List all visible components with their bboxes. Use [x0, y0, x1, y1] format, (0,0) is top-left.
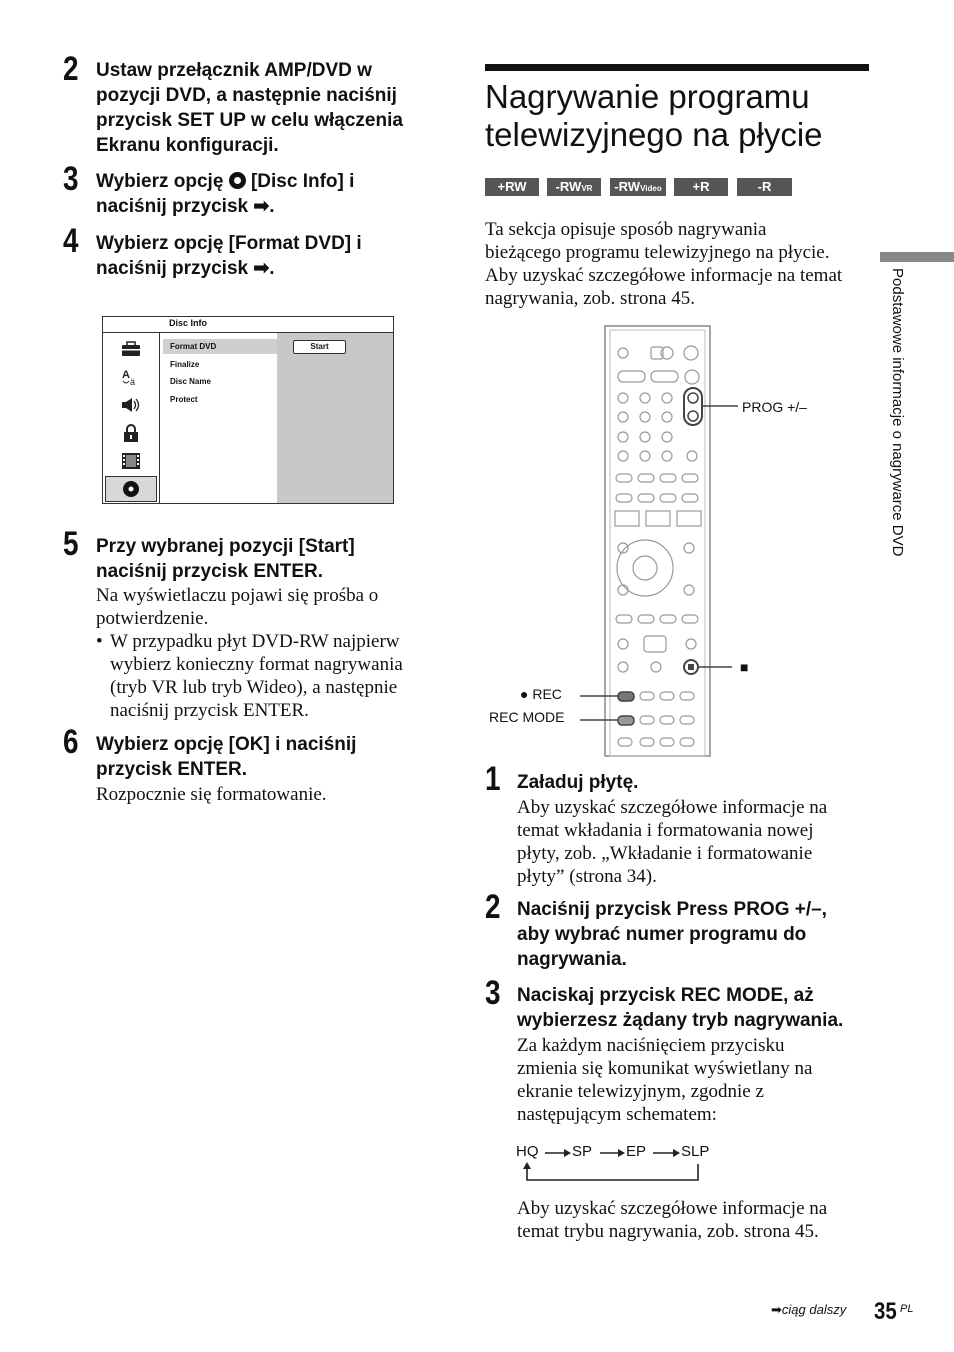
right-arrow-icon: ➡.	[253, 196, 275, 217]
step-5-body: Na wyświetlaczu pojawi się prośba o potwierdzenie.	[96, 585, 379, 629]
mode-cycle-arrows	[514, 1144, 724, 1186]
bullet-mark: •	[96, 631, 103, 652]
film-icon	[105, 448, 157, 474]
osd-title: Disc Info	[169, 318, 208, 328]
step-5-heading: Przy wybranej pozycji [Start] naciśnij przycisk ENTER.	[96, 536, 355, 582]
start-button[interactable]: Start	[293, 340, 346, 354]
language-code: PL	[900, 1303, 914, 1315]
osd-item-disc-name[interactable]: Disc Name	[170, 377, 211, 386]
osd-item-finalize[interactable]: Finalize	[170, 360, 200, 369]
osd-item-format-dvd[interactable]: Format DVD	[163, 339, 277, 354]
step-2-number: 2	[63, 50, 79, 88]
rec-mode-label: REC MODE	[489, 709, 565, 725]
section-tab	[880, 252, 954, 262]
right-step-1-body: Aby uzyskać szczegółowe informacje na temat wkładania i formatowania nowej płyty, zob. „Wkładanie i formatowanie płyty” (strona 34).	[517, 797, 828, 887]
toolbox-icon	[105, 336, 157, 362]
mode-sp: SP	[572, 1143, 593, 1160]
stop-label: ■	[740, 659, 749, 675]
intro-text: Ta sekcja opisuje sposób nagrywania bieżącego programu telewizyjnego na płycie. Aby uzyskać szczegółowe informacje na temat nagrywania, zob. strona 45.	[485, 219, 843, 309]
speaker-icon	[105, 392, 157, 418]
badge-plus-r: +R	[674, 178, 728, 196]
step-6-number: 6	[63, 723, 79, 761]
right-step-1-heading: Załaduj płytę.	[517, 772, 639, 793]
mode-hq: HQ	[516, 1143, 539, 1160]
section-tab-label: Podstawowe informacje o nagrywarce DVD	[889, 268, 906, 557]
language-icon	[105, 364, 157, 390]
right-step-3-number: 3	[485, 974, 501, 1012]
right-step-2-heading: Naciśnij przycisk Press PROG +/–, aby wybrać numer programu do nagrywania.	[517, 899, 827, 970]
svg-text:A: A	[122, 369, 130, 381]
right-step-1-number: 1	[485, 760, 501, 798]
badge-minus-rw-video: -RWVideo	[610, 178, 666, 196]
closing-text: Aby uzyskać szczegółowe informacje na temat trybu nagrywania, zob. strona 45.	[517, 1198, 828, 1242]
step-6-heading: Wybierz opcję [OK] i naciśnij przycisk ENTER.	[96, 734, 357, 780]
right-arrow-icon: ➡.	[253, 258, 275, 279]
mode-ep: EP	[626, 1143, 647, 1160]
page-title: Nagrywanie programu telewizyjnego na płycie	[485, 78, 823, 153]
prog-label: PROG +/–	[742, 399, 807, 415]
step-6-body: Rozpocznie się formatowanie.	[96, 784, 327, 805]
right-arrow-icon: ➡	[771, 1302, 782, 1317]
page-number: 35	[874, 1298, 897, 1325]
step-4-number: 4	[63, 222, 79, 260]
badge-minus-r: -R	[737, 178, 792, 196]
right-step-3-heading: Naciskaj przycisk REC MODE, aż wybierzesz żądany tryb nagrywania.	[517, 985, 844, 1031]
step-4-heading: Wybierz opcję [Format DVD] i naciśnij przycisk ➡.	[96, 233, 362, 279]
step-3-number: 3	[63, 160, 79, 198]
lock-icon	[105, 420, 157, 446]
title-rule	[485, 64, 869, 71]
badge-plus-rw: +RW	[485, 178, 539, 196]
rec-label: ● REC	[520, 686, 562, 702]
osd-option-panel	[277, 333, 393, 503]
disc-info-screen	[102, 316, 394, 504]
osd-menu	[163, 337, 277, 503]
step-2-heading: Ustaw przełącznik AMP/DVD w pozycji DVD, a następnie naciśnij przycisk SET UP w celu włączenia Ekranu konfiguracji.	[96, 60, 403, 156]
disc-icon	[105, 476, 157, 502]
step-3-heading: Wybierz opcję [Disc Info] i naciśnij przycisk ➡.	[96, 171, 355, 217]
step-5-bullet: W przypadku płyt DVD-RW najpierw wybierz konieczny format nagrywania (tryb VR lub tryb Wideo), a następnie naciśnij przycisk ENTER.	[110, 631, 403, 721]
right-step-2-number: 2	[485, 888, 501, 926]
mode-slp: SLP	[681, 1143, 710, 1160]
right-step-3-body: Za każdym naciśnięciem przycisku zmienia się komunikat wyświetlany na ekranie telewizyjnym, zgodnie z następującym schematem:	[517, 1035, 813, 1125]
step-5-number: 5	[63, 525, 79, 563]
svg-text:ä: ä	[130, 377, 136, 387]
badge-minus-rw-vr: -RWVR	[547, 178, 601, 196]
osd-icon-column	[103, 333, 160, 503]
osd-item-protect[interactable]: Protect	[170, 395, 198, 404]
disc-icon	[229, 172, 246, 189]
continued-label: ➡ciąg dalszy	[771, 1302, 847, 1317]
